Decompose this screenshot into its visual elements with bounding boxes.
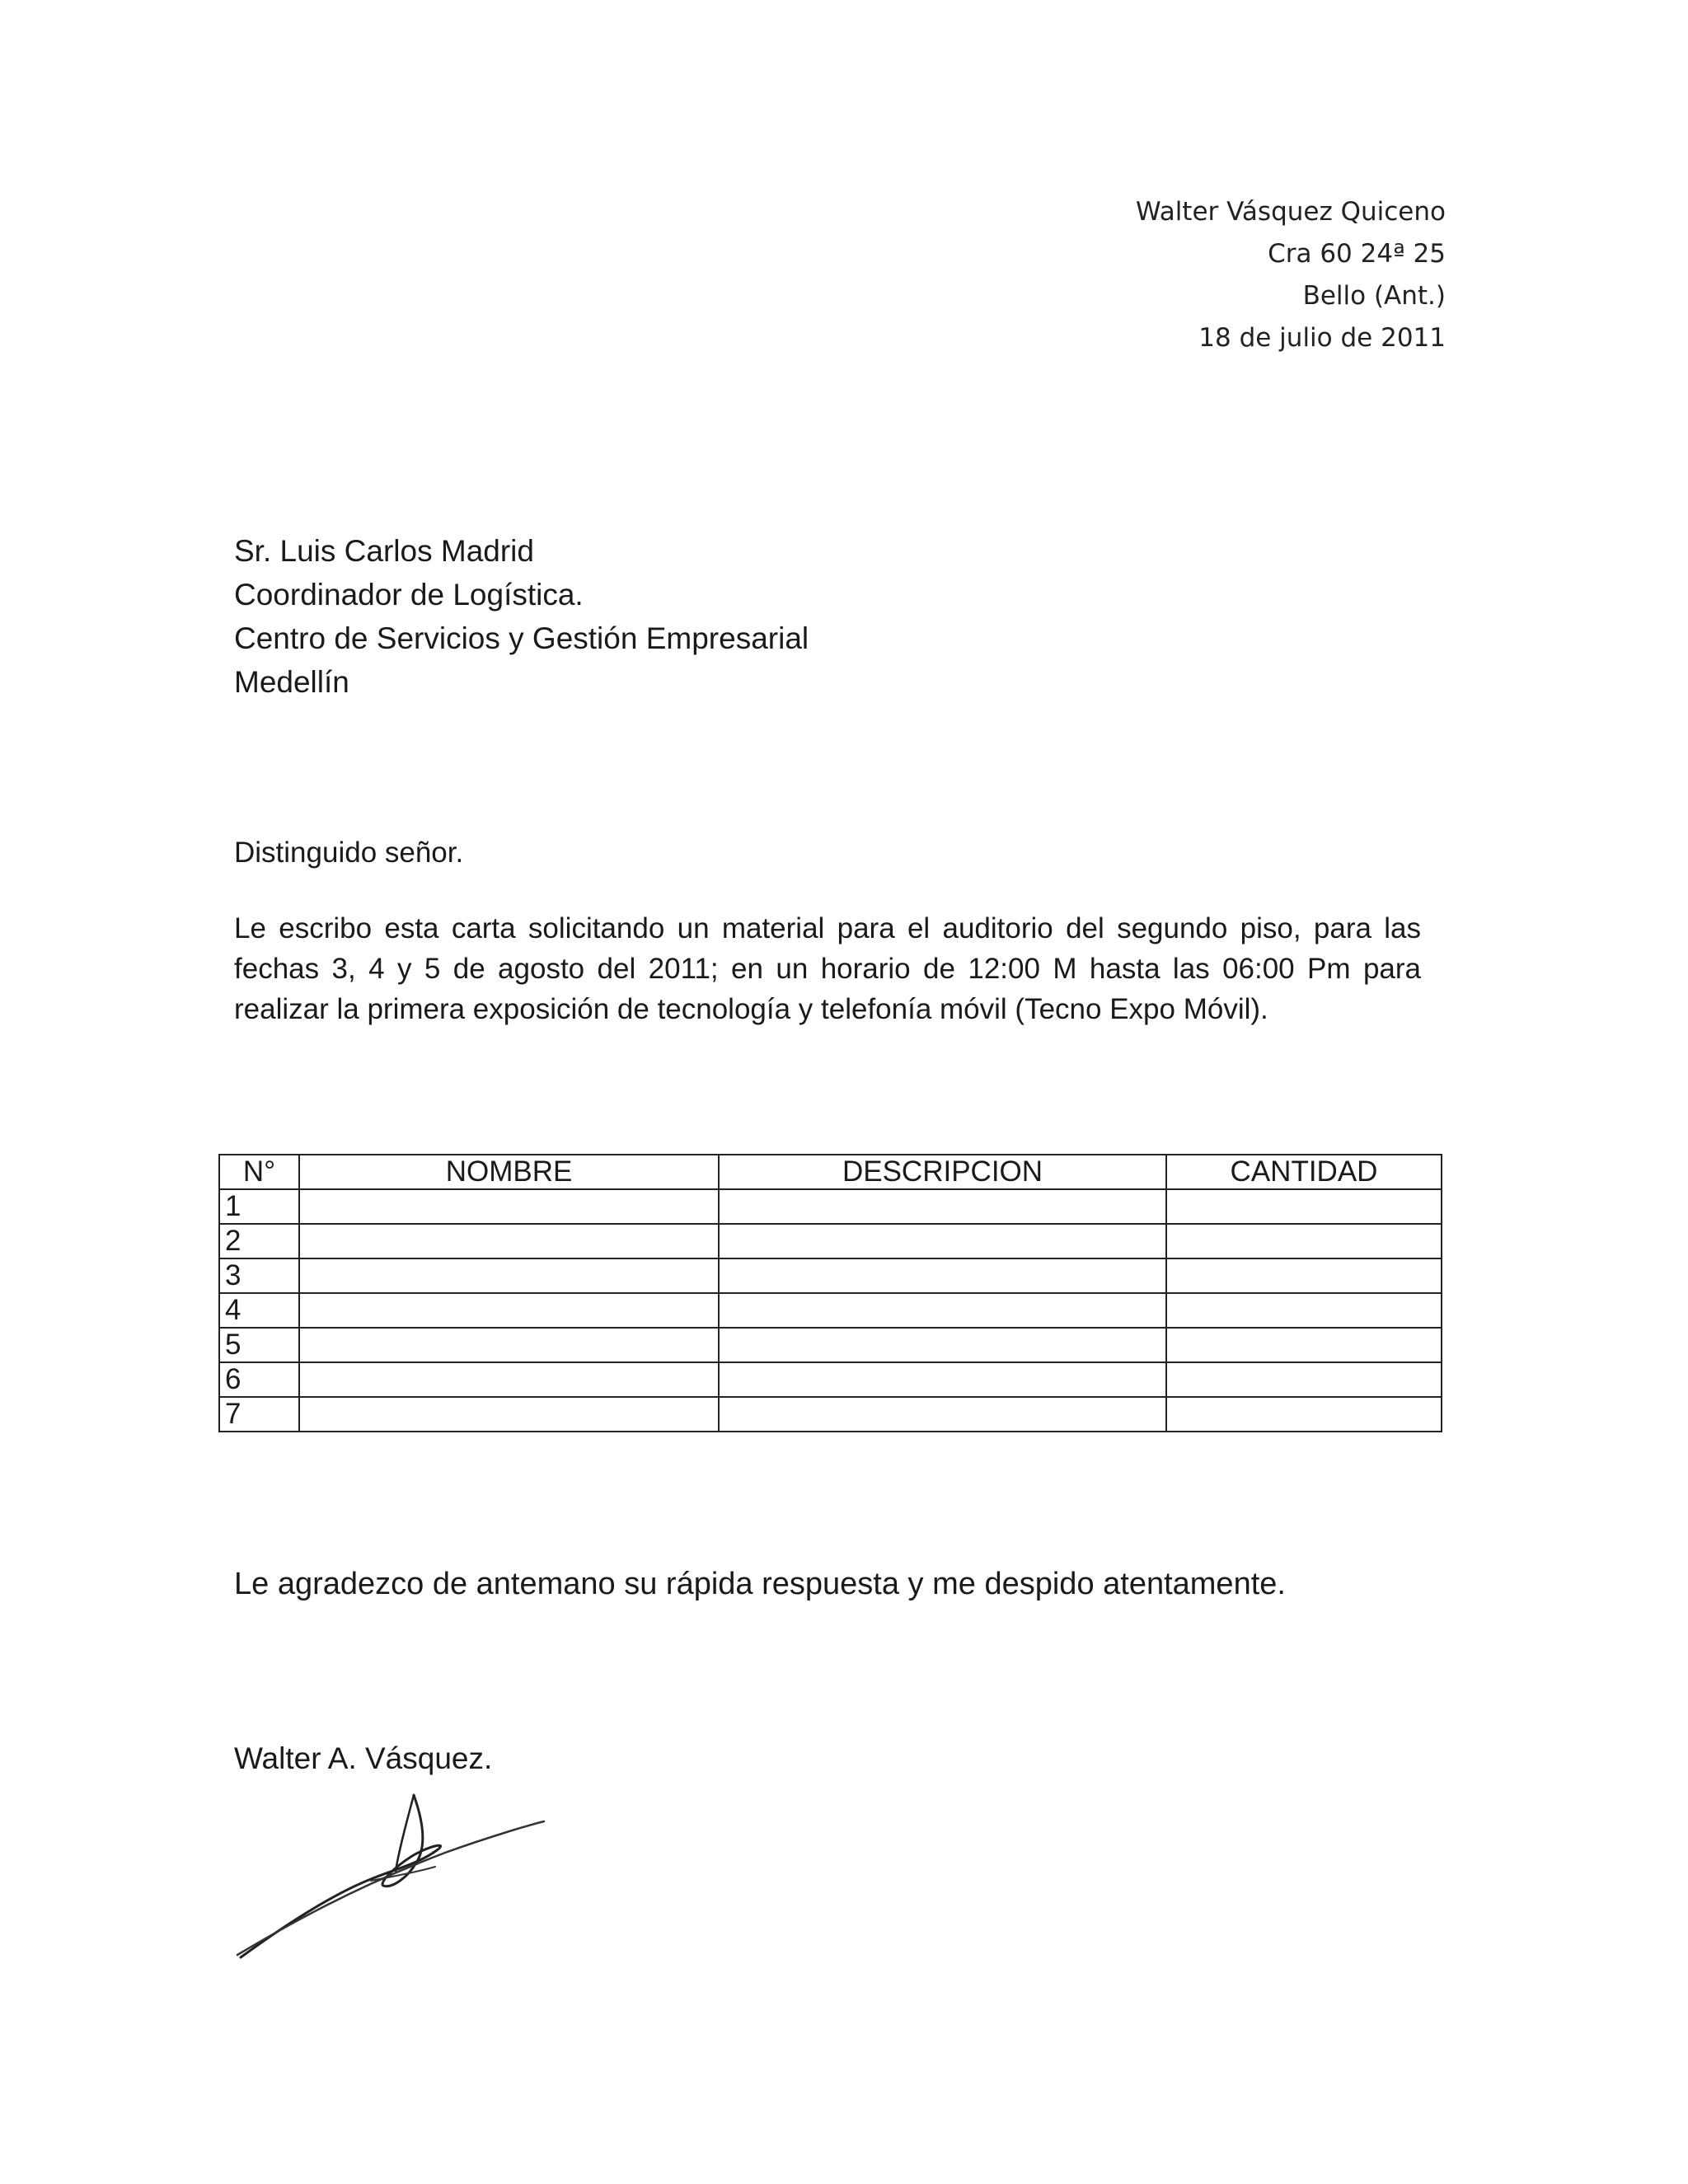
sender-name: Walter Vásquez Quiceno <box>1136 197 1446 227</box>
sender-address: Cra 60 24ª 25 <box>1268 239 1446 269</box>
row-number: 1 <box>219 1189 299 1224</box>
row-quantity-cell <box>1166 1258 1442 1293</box>
table-row <box>219 1224 1442 1258</box>
salutation: Distinguido señor. <box>234 837 464 869</box>
row-quantity-cell <box>1166 1293 1442 1328</box>
row-name-cell <box>299 1293 719 1328</box>
row-description-cell <box>719 1258 1166 1293</box>
row-description-cell <box>719 1293 1166 1328</box>
header-number: N° <box>219 1155 299 1189</box>
closing-line: Le agradezco de antemano su rápida respuesta y me despido atentamente. <box>234 1567 1286 1601</box>
row-name-cell <box>299 1397 719 1432</box>
sender-block <box>1136 191 1446 359</box>
table-row <box>219 1397 1442 1432</box>
materials-table <box>218 1154 1442 1432</box>
signoff-name: Walter A. Vásquez. <box>234 1741 493 1775</box>
header-name: NOMBRE <box>299 1155 719 1189</box>
header-quantity: CANTIDAD <box>1166 1155 1442 1189</box>
row-quantity-cell <box>1166 1328 1442 1362</box>
row-name-cell <box>299 1189 719 1224</box>
handwritten-signature <box>231 1780 560 1970</box>
recipient-block <box>234 529 809 704</box>
row-quantity-cell <box>1166 1224 1442 1258</box>
table-row <box>219 1362 1442 1397</box>
row-description-cell <box>719 1362 1166 1397</box>
row-number: 2 <box>219 1224 299 1258</box>
recipient-organization: Centro de Servicios y Gestión Empresarial <box>234 621 809 655</box>
row-name-cell <box>299 1258 719 1293</box>
row-number: 7 <box>219 1397 299 1432</box>
row-quantity-cell <box>1166 1189 1442 1224</box>
row-number: 4 <box>219 1293 299 1328</box>
row-description-cell <box>719 1397 1166 1432</box>
row-name-cell <box>299 1224 719 1258</box>
row-quantity-cell <box>1166 1397 1442 1432</box>
table-row <box>219 1328 1442 1362</box>
recipient-name: Sr. Luis Carlos Madrid <box>234 534 534 568</box>
row-description-cell <box>719 1224 1166 1258</box>
letter-date: 18 de julio de 2011 <box>1198 323 1446 353</box>
row-quantity-cell <box>1166 1362 1442 1397</box>
table-row <box>219 1258 1442 1293</box>
sender-city: Bello (Ant.) <box>1302 281 1446 311</box>
row-name-cell <box>299 1362 719 1397</box>
body-paragraph: Le escribo esta carta solicitando un material para el auditorio del segundo piso, para las fechas 3, 4 y 5 de agosto del 2011; en un horario de 12:00 M hasta las 06:00 Pm para realizar la primera exposición de tecnología y telefonía móvil (Tecno Expo Móvil). <box>234 912 1421 1025</box>
recipient-city: Medellín <box>234 665 349 699</box>
table-row <box>219 1293 1442 1328</box>
row-description-cell <box>719 1189 1166 1224</box>
row-number: 6 <box>219 1362 299 1397</box>
row-name-cell <box>299 1328 719 1362</box>
table-row <box>219 1189 1442 1224</box>
row-number: 5 <box>219 1328 299 1362</box>
header-description: DESCRIPCION <box>719 1155 1166 1189</box>
recipient-title: Coordinador de Logística. <box>234 578 584 612</box>
row-number: 3 <box>219 1258 299 1293</box>
row-description-cell <box>719 1328 1166 1362</box>
table-header-row <box>219 1155 1442 1189</box>
